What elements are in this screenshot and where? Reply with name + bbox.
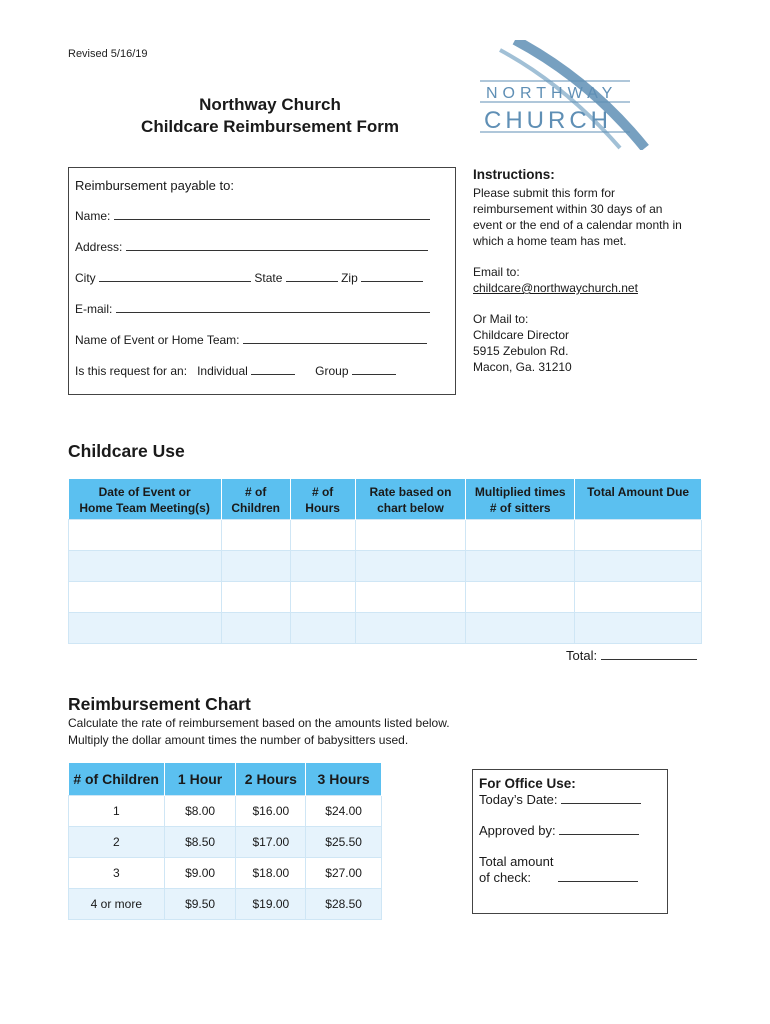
page-title: Northway Church — [199, 95, 341, 114]
table-cell: 2 — [69, 827, 165, 858]
name-label: Name: — [75, 209, 111, 223]
table-header-row — [69, 763, 382, 796]
zip-field[interactable] — [361, 271, 423, 282]
name-field-row[interactable] — [75, 209, 430, 223]
column-header-total: Total Amount Due — [575, 479, 702, 519]
table-cell: $24.00 — [306, 796, 382, 827]
column-header-hours: # of Hours — [290, 479, 355, 519]
payee-heading: Reimbursement payable to: — [75, 178, 234, 193]
table-row — [69, 858, 382, 889]
column-header-date: Date of Event or Home Team Meeting(s) — [69, 479, 222, 519]
childcare-use-heading: Childcare Use — [68, 441, 185, 461]
reimbursement-rate-table — [68, 763, 382, 920]
column-header-2-hours: 2 Hours — [236, 763, 306, 796]
table-row[interactable] — [69, 612, 702, 643]
table-cell: $27.00 — [306, 858, 382, 889]
office-use-title: For Office Use: — [479, 776, 576, 791]
address-label: Address: — [75, 240, 123, 254]
chart-description: Multiply the dollar amount times the number of babysitters used. — [68, 733, 409, 747]
table-row — [69, 889, 382, 920]
mail-to-label: Or Mail to: — [473, 312, 529, 326]
approved-by-row[interactable] — [479, 823, 639, 838]
instructions-line: which a home team has met. — [473, 234, 627, 248]
column-header-children: # of Children — [69, 763, 165, 796]
table-cell: $8.50 — [164, 827, 236, 858]
individual-field[interactable] — [251, 364, 295, 375]
table-cell: $28.50 — [306, 889, 382, 920]
total-amount-label: Total amount — [479, 854, 554, 869]
check-amount-row[interactable] — [479, 870, 638, 885]
table-cell: 3 — [69, 858, 165, 889]
request-label: Is this request for an: — [75, 364, 188, 378]
todays-date-row[interactable] — [479, 792, 641, 807]
email-link[interactable]: childcare@northwaychurch.net — [473, 281, 638, 295]
table-row — [69, 796, 382, 827]
email-field[interactable] — [116, 302, 430, 313]
state-field[interactable] — [286, 271, 338, 282]
todays-date-field[interactable] — [561, 793, 641, 804]
approved-by-label: Approved by: — [479, 823, 556, 838]
northway-church-logo — [470, 40, 650, 150]
payee-info-box — [68, 167, 456, 395]
table-row[interactable] — [69, 581, 702, 612]
city-field[interactable] — [99, 271, 251, 282]
approved-by-field[interactable] — [559, 824, 639, 835]
mail-street: 5915 Zebulon Rd. — [473, 344, 569, 358]
column-header-3-hours: 3 Hours — [306, 763, 382, 796]
childcare-use-table — [68, 479, 702, 644]
table-cell: $16.00 — [236, 796, 306, 827]
column-header-sitters: Multiplied times # of sitters — [466, 479, 575, 519]
table-cell: $18.00 — [236, 858, 306, 889]
name-field[interactable] — [114, 209, 430, 220]
table-cell: $19.00 — [236, 889, 306, 920]
email-field-row[interactable] — [75, 302, 430, 316]
form-title: Childcare Reimbursement Form — [141, 117, 399, 136]
city-label: City — [75, 271, 96, 285]
table-cell: $9.00 — [164, 858, 236, 889]
chart-description: Calculate the rate of reimbursement based on the amounts listed below. — [68, 716, 450, 730]
table-cell: $9.50 — [164, 889, 236, 920]
check-amount-label: of check: — [479, 870, 532, 885]
table-header-row — [69, 479, 702, 519]
mail-city: Macon, Ga. 31210 — [473, 360, 572, 374]
group-field[interactable] — [352, 364, 396, 375]
mail-recipient: Childcare Director — [473, 328, 570, 342]
check-amount-field[interactable] — [558, 871, 638, 882]
column-header-children: # of Children — [221, 479, 290, 519]
table-cell: $25.50 — [306, 827, 382, 858]
logo-text-bottom: CHURCH — [484, 107, 612, 134]
instructions-block — [473, 167, 708, 375]
instructions-line: event or the end of a calendar month in — [473, 218, 682, 232]
email-label: E-mail: — [75, 302, 113, 316]
event-field-row[interactable] — [75, 333, 427, 347]
event-label: Name of Event or Home Team: — [75, 333, 240, 347]
event-field[interactable] — [243, 333, 427, 344]
state-label: State — [254, 271, 283, 285]
table-row — [69, 827, 382, 858]
total-field[interactable] — [601, 649, 697, 660]
revision-date: Revised 5/16/19 — [68, 48, 148, 60]
total-label: Total: — [566, 648, 598, 663]
column-header-rate: Rate based on chart below — [355, 479, 466, 519]
instructions-line: reimbursement within 30 days of an — [473, 202, 663, 216]
instructions-line: Please submit this form for — [473, 186, 616, 200]
reimbursement-chart-heading: Reimbursement Chart — [68, 694, 251, 714]
instructions-title: Instructions: — [473, 167, 555, 182]
column-header-1-hour: 1 Hour — [164, 763, 236, 796]
table-row[interactable] — [69, 519, 702, 550]
todays-date-label: Today’s Date: — [479, 792, 558, 807]
table-cell: 4 or more — [69, 889, 165, 920]
office-use-box — [472, 769, 668, 914]
address-field-row[interactable] — [75, 240, 428, 254]
logo-text-top: NORTHWAY — [486, 85, 618, 102]
group-label: Group — [315, 364, 349, 378]
request-type-row[interactable] — [75, 364, 396, 378]
table-cell: $17.00 — [236, 827, 306, 858]
table-row[interactable] — [69, 550, 702, 581]
individual-label: Individual — [197, 364, 248, 378]
address-field[interactable] — [126, 240, 428, 251]
city-state-zip-row[interactable] — [75, 271, 423, 285]
email-to-label: Email to: — [473, 265, 520, 279]
table-cell: $8.00 — [164, 796, 236, 827]
table-cell: 1 — [69, 796, 165, 827]
total-field-row[interactable] — [566, 648, 697, 663]
zip-label: Zip — [341, 271, 358, 285]
